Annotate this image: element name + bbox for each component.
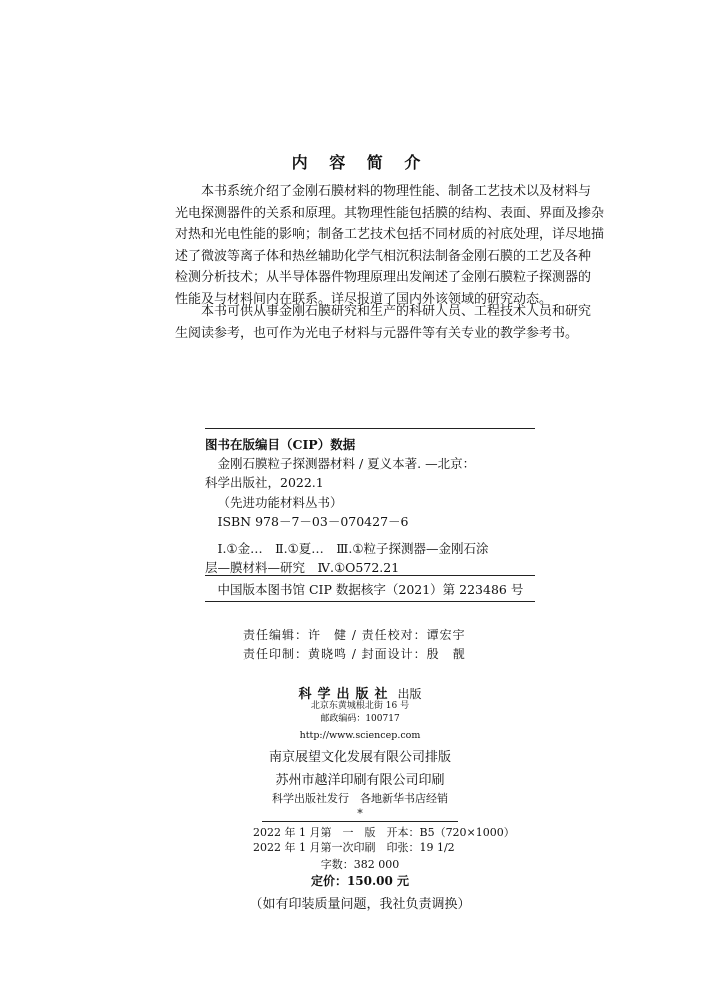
price: 定价：150.00 元 [310,874,410,888]
text-line: 生阅读参考，也可作为光电子材料与元器件等有关专业的教学参考书。 [175,325,579,341]
publisher-url: http://www.sciencep.com [299,730,421,741]
edition-line: 2022 年 1 月第 一 版 开本：B5（720×1000） [253,826,515,839]
cip-block [205,435,535,577]
cip-middle-rule [205,575,535,576]
edition-line: 2022 年 1 月第一次印刷 印张：19 1/2 [253,841,455,854]
text-line: 检测分析技术；从半导体器件物理原理出发阐述了金刚石膜粒子探测器的 [175,270,592,286]
spacer [205,531,535,539]
text-line: 本书可供从事金刚石膜研究和生产的科研人员、工程技术人员和研究 [201,304,592,319]
publisher-logo-text: 科学出版社 [298,687,394,702]
text-line: 本书系统介绍了金刚石膜材料的物理性能、制备工艺技术以及材料与 [201,184,592,199]
publisher-address: 北京东黄城根北街 16 号 [310,701,410,711]
cip-line: 金刚石膜粒子探测器材料 / 夏义本著. —北京： [217,456,476,472]
cip-line: （先进功能材料丛书） [217,494,343,510]
text-line: 光电探测器件的关系和原理。其物理性能包括膜的结构、表面、界面及掺杂 [175,205,605,221]
credits [243,626,466,664]
intro-paragraph-1 [175,181,605,311]
cip-top-rule [205,428,535,429]
cip-line: 科学出版社，2022.1 [205,475,324,491]
publisher-postcode: 邮政编码：100717 [320,714,400,724]
cip-bottom-rule [205,601,535,602]
quality-notice: （如有印装质量问题，我社负责调换） [249,897,471,912]
typesetter: 南京展望文化发展有限公司排版 [268,750,451,765]
cip-line: Ⅰ.①金… Ⅱ.①夏… Ⅲ.①粒子探测器—金刚石涂 [217,541,489,557]
credits-line: 责任编辑：许 健 / 责任校对：谭宏宇 [243,628,466,642]
page-title: 内 容 简 介 [291,153,429,172]
word-count: 字数：382 000 [320,858,400,871]
edition-info [253,825,515,855]
divider-star: * [357,807,363,820]
credits-line: 责任印制：黄晓鸣 / 封面设计：殷 靓 [243,647,466,661]
edition-rule [262,821,458,822]
text-line: 性能及与材料间内在联系。详尽报道了国内外该领域的研究动态。 [175,291,553,307]
cip-record-number: 中国版本图书馆 CIP 数据核字（2021）第 223486 号 [217,582,524,597]
cip-line: 层—膜材料—研究 Ⅳ.①O572.21 [205,560,400,576]
intro-paragraph-2 [175,301,592,344]
cip-isbn: ISBN 978－7－03－070427－6 [217,513,409,529]
text-line: 对热和光电性能的影响；制备工艺技术包括不同材质的衬底处理，详尽地描 [175,227,605,243]
distribution: 科学出版社发行 各地新华书店经销 [272,792,448,805]
printer: 苏州市越洋印刷有限公司印刷 [275,773,445,788]
text-line: 述了微波等离子体和热丝辅助化学气相沉积法制备金刚石膜的工艺及各种 [175,248,592,264]
publisher-suffix: 出版 [397,687,422,701]
cip-heading: 图书在版编目（CIP）数据 [205,437,356,452]
